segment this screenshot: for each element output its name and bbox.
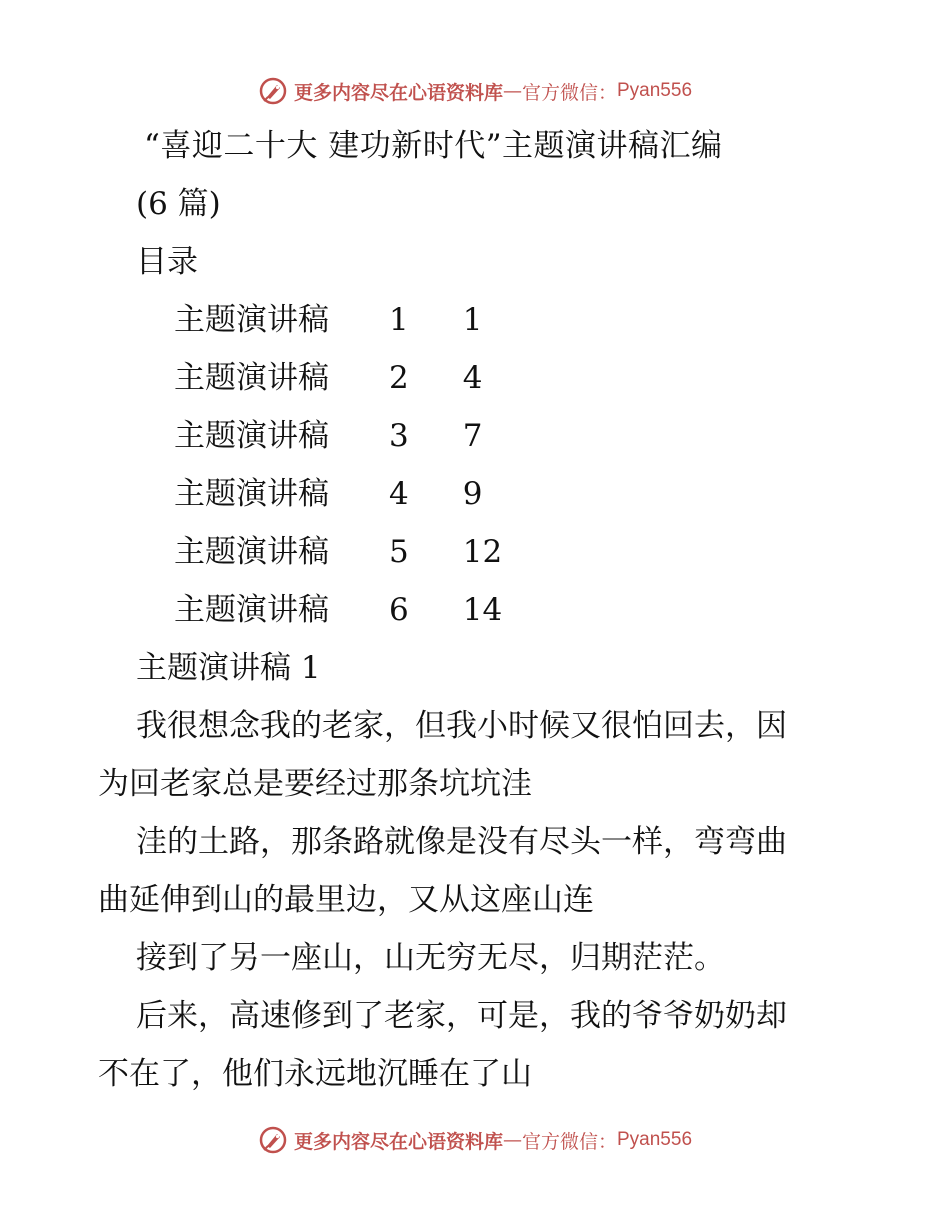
toc-item: 主题演讲稿 4 9: [174, 476, 483, 512]
toc-heading: 目录: [136, 244, 198, 280]
section-heading: 主题演讲稿 1: [136, 650, 321, 686]
document-title: “喜迎二十大 建功新时代”主题演讲稿汇编: [144, 128, 723, 164]
watermark-header: [0, 71, 950, 111]
watermark-official-label: 官方微信：: [521, 1130, 617, 1153]
paragraph-line: 接到了另一座山，山无穷无尽，归期茫茫。: [136, 940, 725, 976]
watermark-wechat-id: Pyan556: [617, 80, 693, 101]
toc-item: 主题演讲稿 5 12: [174, 534, 503, 570]
document-count: (6 篇): [136, 186, 221, 222]
paragraph-line: 不在了，他们永远地沉睡在了山: [98, 1056, 532, 1092]
paragraph-line: 为回老家总是要经过那条坑坑洼: [98, 766, 532, 802]
watermark-brand: 更多内容尽在心语资料库: [293, 81, 503, 104]
watermark-wechat-id: Pyan556: [617, 1129, 693, 1150]
paragraph-line: 后来，高速修到了老家，可是，我的爷爷奶奶却: [136, 998, 787, 1034]
paragraph-line: 曲延伸到山的最里边，又从这座山连: [98, 882, 594, 918]
pen-nib-logo-icon: [258, 76, 288, 106]
watermark-brand: 更多内容尽在心语资料库: [293, 1130, 503, 1153]
watermark-footer: [0, 1120, 950, 1160]
paragraph-line: 我很想念我的老家，但我小时候又很怕回去，因: [136, 708, 787, 744]
toc-item: 主题演讲稿 1 1: [174, 302, 483, 338]
toc-item: 主题演讲稿 6 14: [174, 592, 503, 628]
pen-nib-logo-icon: [258, 1125, 288, 1155]
toc-item: 主题演讲稿 3 7: [174, 418, 483, 454]
document-body: [98, 117, 858, 1103]
watermark-separator: —: [502, 1129, 522, 1151]
watermark-separator: —: [502, 80, 522, 102]
watermark-official-label: 官方微信：: [521, 81, 617, 104]
toc-item: 主题演讲稿 2 4: [174, 360, 483, 396]
paragraph-line: 洼的土路，那条路就像是没有尽头一样，弯弯曲: [136, 824, 787, 860]
